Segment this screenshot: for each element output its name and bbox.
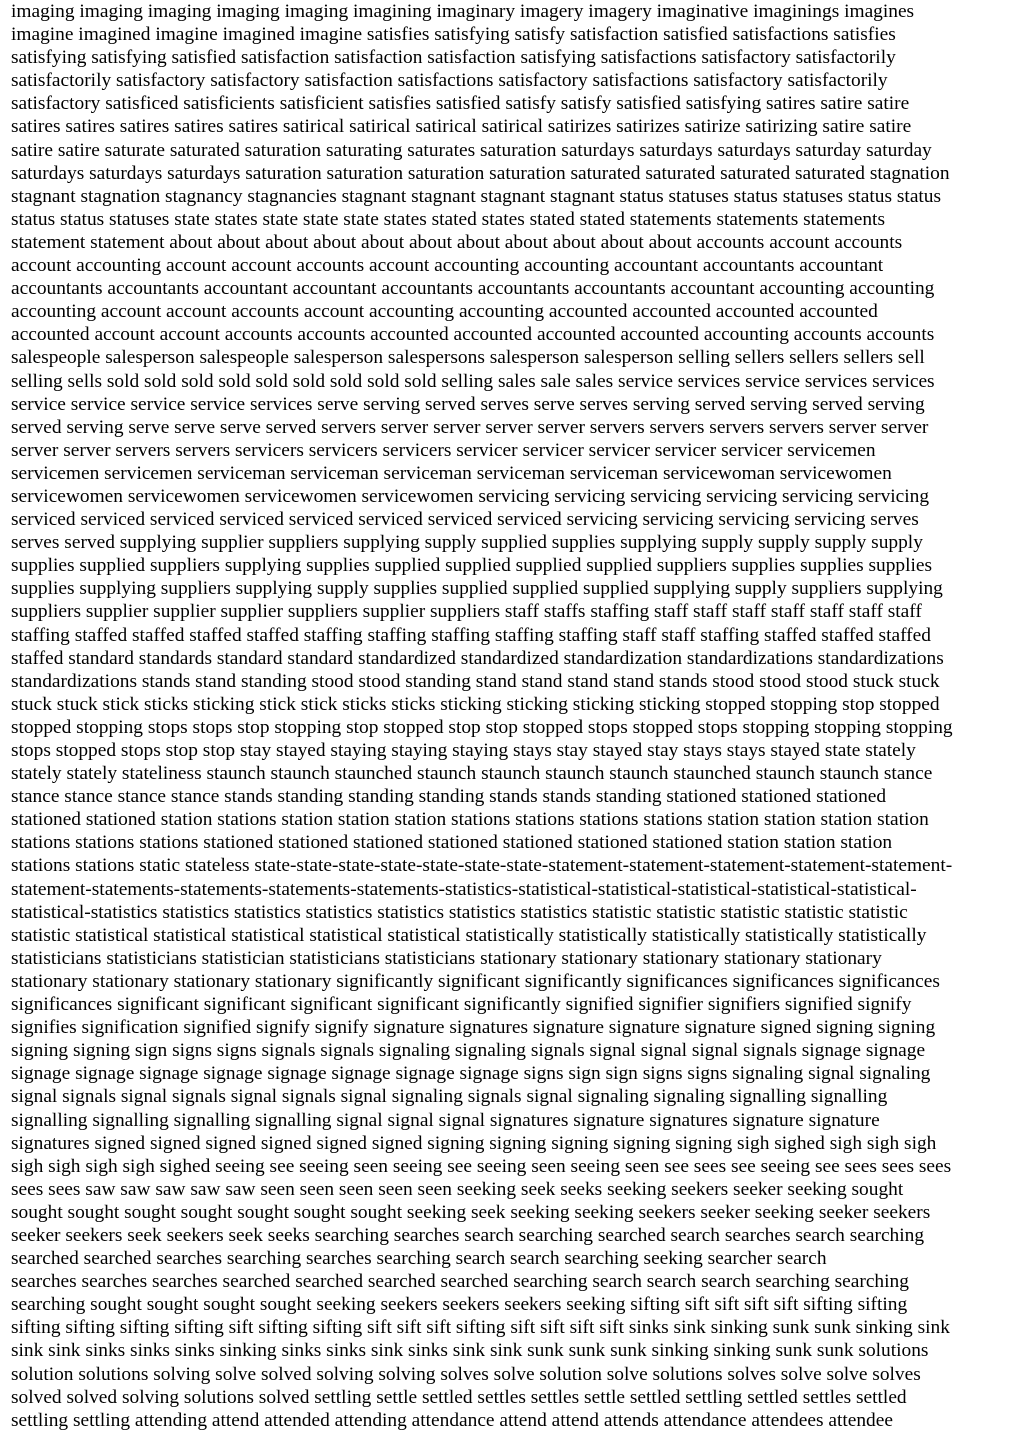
text-line: sought sought sought sought sought sought sought seeking seek seeking seeking seekers seeker seeking seeker seekers (11, 1201, 931, 1223)
text-line: signal signals signal signals signal signals signal signaling signals signal signaling signaling signalling signalling (11, 1086, 888, 1108)
text-line: searching sought sought sought sought seeking seekers seekers seekers seeking sifting sift sift sift sift sifting sifting (11, 1294, 908, 1316)
text-line: stopped stopping stops stops stop stopping stop stopped stop stop stopped stops stopped stops stopping stopping stopping (11, 716, 953, 738)
text-line: imaging imaging imaging imaging imaging imagining imaginary imagery imagery imaginative imaginings imagines (11, 1, 915, 22)
text-line: accounting account account accounts account accounting accounting accounted accounted accounted accounted (11, 301, 878, 323)
text-line: signage signage signage signage signage signage signage signage signs sign sign signs signs signaling signal signaling (11, 1063, 931, 1085)
text-line: statistical-statistics statistics statistics statistics statistics statistics statistics statistic statistic statistic statistic statistic (11, 901, 908, 923)
text-line: satisfying satisfying satisfied satisfaction satisfaction satisfaction satisfying satisfactions satisfactory satisfactorily (11, 47, 896, 69)
text-line: solution solutions solving solve solved solving solving solves solve solution solve solutions solves solve solve solves (11, 1363, 921, 1385)
text-line: salespeople salesperson salespeople salesperson salespersons salesperson salesperson selling sellers sellers sellers sell (11, 347, 925, 369)
text-line: servicemen servicemen serviceman serviceman serviceman serviceman serviceman servicewoman servicewomen (11, 462, 892, 484)
text-line: standardizations stands stand standing stood stood standing stand stand stand stand stands stood stood stood stuck stuck (11, 670, 940, 692)
text-line: account accounting account account accounts account accounting accounting accountant accountants accountant (11, 255, 884, 277)
text-line: sifting sifting sifting sifting sift sifting sifting sift sift sift sifting sift sift sift sift sinks sink sinking sunk sunk sinking sink (11, 1317, 950, 1339)
text-line: satires satires satires satires satires satirical satirical satirical satirical satirizes satirizes satirize satirizing satire satire (11, 116, 912, 138)
text-line: supplies supplied suppliers supplying supplies supplied supplied supplied supplied suppliers supplies supplies supplies (11, 555, 933, 577)
text-line: staffing staffed staffed staffed staffed staffing staffing staffing staffing staffing staff staff staffing staffed staffed staffed (11, 624, 931, 646)
text-line: saturdays saturdays saturdays saturation saturation saturation saturation saturated saturated saturated saturated stagnation (11, 162, 950, 184)
text-line: served serving serve serve serve served servers server server server server servers servers servers servers server server (11, 416, 929, 438)
text-line: accounted account account accounts accounts accounted accounted accounted accounted accounting accounts accounts (11, 324, 935, 346)
text-line: sink sink sinks sinks sinks sinking sinks sinks sink sinks sink sink sunk sunk sunk sinking sinking sunk sunk solutions (11, 1340, 929, 1362)
text-line: serves served supplying supplier suppliers supplying supply supplied supplies supplying supply supply supply supply (11, 532, 923, 554)
text-line: statisticians statisticians statistician statisticians statisticians stationary stationary stationary stationary stationary (11, 947, 882, 969)
text-line: signifies signification signified signify signify signature signatures signature signature signature signed signing signing (11, 1017, 936, 1039)
text-line: solved solved solving solutions solved settling settle settled settles settles settle settled settling settled settles settled (11, 1386, 907, 1408)
text-line: stations stations static stateless state-state-state-state-state-state-state-statement-statement-statement-statement-statement- (11, 855, 953, 877)
text-line: satire satire saturate saturated saturation saturating saturates saturation saturdays saturdays saturdays saturday saturday (11, 139, 932, 161)
text-line: stately stately stateliness staunch staunch staunched staunch staunch staunch staunch staunched staunch staunch stance (11, 763, 933, 785)
text-line: satisfactory satisficed satisficients satisficient satisfies satisfied satisfy satisfy satisfied satisfying satires satire satire (11, 93, 910, 115)
text-line: imagine imagined imagine imagined imagine satisfies satisfying satisfy satisfaction satisfied satisfactions satisfies (11, 24, 896, 46)
text-line: stationed stationed station stations station station station stations stations stations stations station station station station (11, 809, 929, 831)
text-line: statistic statistical statistical statistical statistical statistical statistically statistically statistically statistically statistically (11, 924, 927, 946)
text-line: sees sees saw saw saw saw saw seen seen seen seen seen seeking seek seeks seeking seekers seeker seeking sought (11, 1178, 904, 1200)
text-line: stationary stationary stationary stationary significantly significant significantly significances significances significances (11, 970, 940, 992)
text-line: signing signing sign signs signs signals signals signaling signaling signals signal signal signal signals signage signage (11, 1040, 926, 1062)
text-line: stance stance stance stance stands standing standing standing stands stands standing stationed stationed stationed (11, 786, 887, 808)
text-line: server server servers servers servicers servicers servicers servicer servicer servicer servicer servicer servicemen (11, 439, 876, 461)
text-line: seeker seekers seek seekers seek seeks searching searches search searching searched search searches search searching (11, 1224, 925, 1246)
text-line: staffed standard standards standard standard standardized standardized standardization standardizations standardizations (11, 647, 944, 669)
text-line: sigh sigh sigh sigh sighed seeing see seeing seen seeing see seeing seen seeing seen see sees see seeing see sees sees sees (11, 1155, 952, 1177)
text-line: statement statement about about about about about about about about about about about accounts account accounts (11, 231, 903, 253)
text-line: supplies supplying suppliers supplying supply supplies supplied supplied supplied supplying supply suppliers supplying (11, 578, 943, 600)
text-line: stagnant stagnation stagnancy stagnancies stagnant stagnant stagnant stagnant status statuses status statuses status status (11, 185, 942, 207)
text-line: service service service service services serve serving served serves serve serves serving served serving served serving (11, 393, 925, 415)
text-line: settling settling attending attend attended attending attendance attend attend attends attendance attendees attendee (11, 1409, 893, 1431)
text-line: serviced serviced serviced serviced serviced serviced serviced serviced servicing servicing servicing servicing serves (11, 509, 919, 531)
text-line: status status statuses state states state state state states stated states stated stated statements statements statements (11, 208, 885, 230)
text-line: significances significant significant significant significant significantly signified signifier signifiers signified signify (11, 994, 912, 1016)
text-line: selling sells sold sold sold sold sold sold sold sold sold selling sales sale sales service services service services services (11, 370, 935, 392)
text-line: statement-statements-statements-statements-statements-statistics-statistical-statistical-statistical-statistical-statistical- (11, 878, 917, 900)
text-line: stuck stuck stick sticks sticking stick stick sticks sticks sticking sticking sticking sticking stopped stopping stop stopped (11, 693, 940, 715)
text-line: signatures signed signed signed signed signed signed signing signing signing signing signing sigh sighed sigh sigh sigh (11, 1132, 937, 1154)
text-line: stops stopped stops stop stop stay stayed staying staying staying stays stay stayed stay stays stays stayed state stately (11, 740, 916, 761)
text-line: servicewomen servicewomen servicewomen servicewomen servicing servicing servicing servicing servicing servicing (11, 485, 930, 507)
text-line: accountants accountants accountant accountant accountants accountants accountants accountant accounting accounting (11, 278, 935, 300)
text-line: signalling signalling signalling signalling signal signal signal signatures signature signatures signature signature (11, 1109, 880, 1131)
text-line: searches searches searches searched searched searched searched searching search search search searching searching (11, 1271, 909, 1293)
text-line: satisfactorily satisfactory satisfactory satisfaction satisfactions satisfactory satisfactions satisfactory satisfactorily (11, 70, 888, 92)
text-line: searched searched searches searching searches searching search search searching seeking searcher search (11, 1248, 827, 1270)
text-line: suppliers supplier supplier supplier suppliers supplier suppliers staff staffs staffing staff staff staff staff staff staff staff (11, 601, 922, 623)
text-line: stations stations stations stationed stationed stationed stationed stationed stationed stationed station station station (11, 832, 893, 854)
